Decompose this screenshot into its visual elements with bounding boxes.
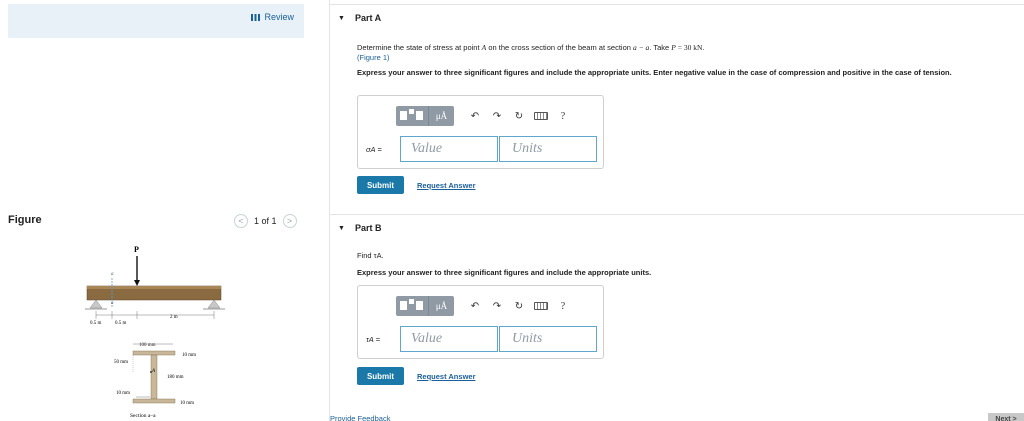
web	[151, 355, 157, 399]
tau-a-label: τA =	[366, 334, 380, 344]
bottom-flange	[133, 399, 175, 403]
part-a-header[interactable]	[338, 13, 381, 23]
figure-title: Figure	[8, 214, 42, 226]
figure-pager	[234, 214, 297, 228]
provide-feedback-link[interactable]: Provide Feedback	[330, 414, 391, 421]
top-flange-thk: 10 mm	[182, 353, 197, 358]
part-a-title: Part A	[354, 13, 382, 23]
part-b-request-answer-link[interactable]: Request Answer	[417, 372, 476, 381]
part-b-top-rule	[330, 214, 1024, 215]
next-figure-button[interactable]: >	[283, 214, 297, 228]
part-b-title: Part B	[354, 223, 382, 233]
top-offset-label: 50 mm	[114, 360, 129, 365]
load-label: P	[134, 245, 139, 254]
dim-05m-a: 0.5 m	[90, 321, 102, 326]
templates-button[interactable]	[396, 106, 428, 126]
top-flange	[133, 351, 175, 355]
collapse-caret-icon: ▼	[338, 224, 345, 232]
bottom-flange-thk: 10 mm	[180, 401, 195, 406]
web-height-label: 180 mm	[167, 375, 184, 380]
column-divider	[329, 0, 330, 421]
beam-figure	[60, 238, 260, 421]
prev-figure-button[interactable]: <	[234, 214, 248, 228]
dim-2m: 2 m	[170, 315, 178, 320]
part-a-request-answer-link[interactable]: Request Answer	[417, 181, 476, 190]
reset-icon[interactable]: ↻	[514, 110, 524, 122]
web-thk-label: 10 mm	[116, 391, 131, 396]
beam-highlight	[87, 286, 221, 289]
right-support	[208, 300, 220, 308]
review-link[interactable]	[251, 12, 294, 22]
redo-icon[interactable]: ↷	[492, 110, 502, 122]
review-bar	[8, 4, 304, 38]
part-b-instruction: Express your answer to three significant figures and include the appropriate units.	[357, 268, 652, 277]
sigma-a-label: σA =	[366, 144, 382, 154]
part-a-top-rule	[330, 4, 1024, 5]
beam-diagram	[85, 245, 225, 326]
next-button[interactable]: Next >	[988, 413, 1024, 421]
help-icon[interactable]: ?	[560, 300, 566, 312]
review-icon	[251, 14, 260, 21]
keyboard-icon[interactable]	[530, 106, 552, 126]
review-label: Review	[264, 12, 294, 22]
part-a-question: Determine the state of stress at point A on the cross section of the beam at section a − a. Take P = 30 kN. (Figure 1)	[357, 43, 705, 62]
help-icon[interactable]: ?	[560, 110, 566, 122]
templates-button[interactable]	[396, 296, 428, 316]
flange-width-label: 100 mm	[139, 343, 156, 348]
part-b-value-input[interactable]: Value	[400, 326, 498, 352]
part-a-answer-row	[366, 136, 597, 162]
redo-icon[interactable]: ↷	[492, 300, 502, 312]
part-a-instruction: Express your answer to three significant figures and include the appropriate units. Enter negative value in the case of compression and positive in the case of tension.	[357, 68, 952, 77]
part-b-answer-row	[366, 326, 597, 352]
undo-icon[interactable]: ↶	[470, 300, 480, 312]
keyboard-icon[interactable]	[530, 296, 552, 316]
units-symbol-button[interactable]: μÅ	[428, 296, 454, 316]
part-a-units-input[interactable]: Units	[499, 136, 597, 162]
part-b-submit-button[interactable]: Submit	[357, 367, 404, 385]
pager-text: 1 of 1	[254, 216, 277, 226]
section-label-top: a	[111, 272, 114, 277]
part-b-question: Find τA.	[357, 251, 384, 260]
reset-icon[interactable]: ↻	[514, 300, 524, 312]
collapse-caret-icon: ▼	[338, 14, 345, 22]
part-b-units-input[interactable]: Units	[499, 326, 597, 352]
part-a-value-input[interactable]: Value	[400, 136, 498, 162]
dim-05m-b: 0.5 m	[115, 321, 127, 326]
part-b-answer-box	[357, 285, 604, 359]
left-support	[90, 300, 102, 308]
section-label-bottom: a	[111, 301, 114, 306]
point-a-label: A	[152, 369, 156, 374]
figure-1-link[interactable]: (Figure 1)	[357, 53, 390, 62]
part-a-submit-button[interactable]: Submit	[357, 176, 404, 194]
equation-toolbar	[396, 296, 574, 316]
equation-toolbar	[396, 106, 574, 126]
cross-section	[114, 343, 196, 419]
part-a-answer-box	[357, 95, 604, 169]
undo-icon[interactable]: ↶	[470, 110, 480, 122]
units-symbol-button[interactable]: μÅ	[428, 106, 454, 126]
section-caption: Section a–a	[130, 413, 156, 419]
part-b-header[interactable]	[338, 223, 381, 233]
